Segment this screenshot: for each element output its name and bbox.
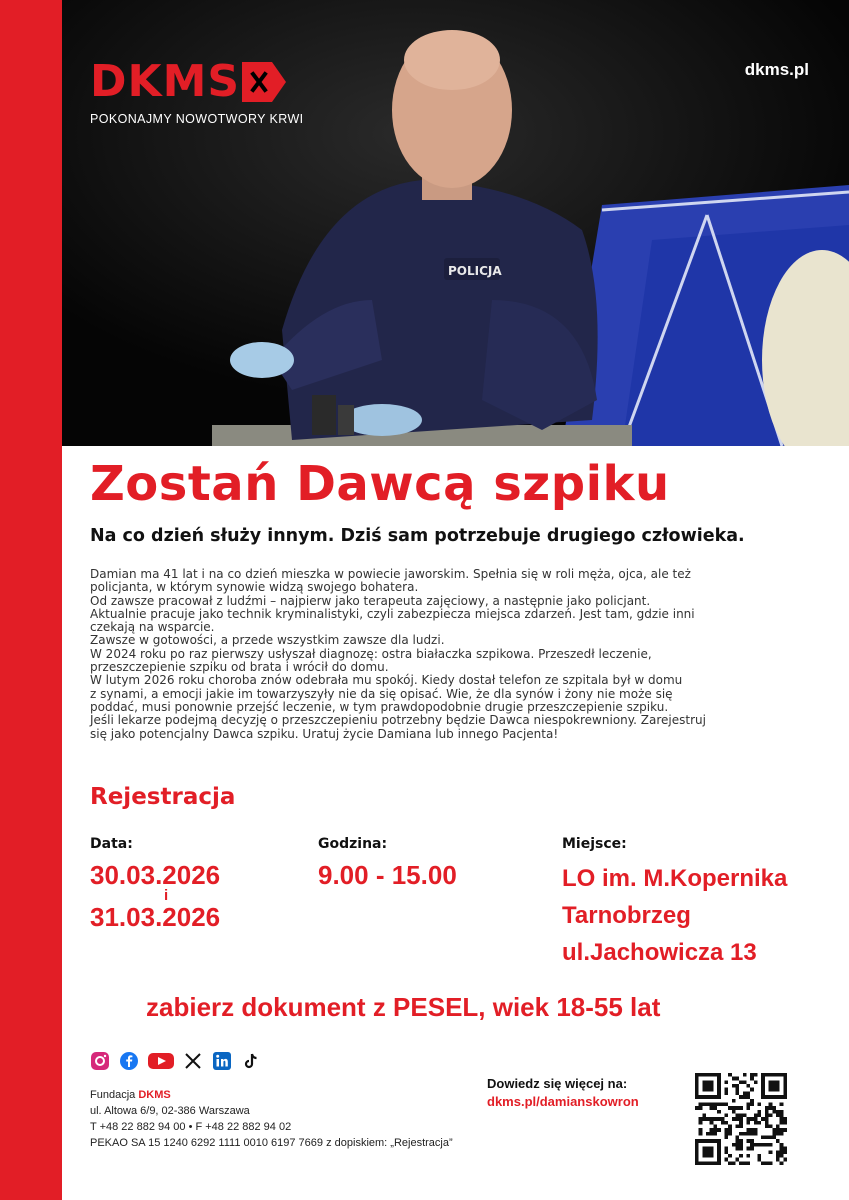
time-value: 9.00 - 15.00 bbox=[318, 860, 457, 890]
place-line: ul.Jachowicza 13 bbox=[562, 939, 757, 966]
footer-phones: T +48 22 882 94 00 • F +48 22 882 94 02 bbox=[90, 1121, 292, 1133]
story-line: czekają na wsparcie. bbox=[90, 620, 215, 635]
facebook-icon[interactable] bbox=[119, 1051, 139, 1071]
footer-address: ul. Altowa 6/9, 02-386 Warszawa bbox=[90, 1105, 250, 1117]
footer-org-prefix: Fundacja bbox=[90, 1089, 139, 1101]
story-line: Aktualnie pracuje jako technik kryminalistyki, czyli zabezpiecza miejsca zdarzeń. Jest tam, gdzie inni bbox=[90, 606, 695, 621]
place-column bbox=[562, 836, 787, 971]
story-line: przeszczepienie szpiku od brata i wrócił do domu. bbox=[90, 660, 389, 675]
document-note: zabierz dokument z PESEL, wiek 18-55 lat bbox=[146, 992, 661, 1022]
date-column bbox=[90, 836, 220, 932]
story-line: się jako potencjalny Dawca szpiku. Uratuj życie Damiana lub innego Pacjenta! bbox=[90, 726, 559, 741]
place-line: LO im. M.Kopernika bbox=[562, 865, 788, 892]
learn-more-link[interactable]: dkms.pl/damianskowron bbox=[487, 1094, 639, 1109]
logo-wordmark: DKMS bbox=[90, 56, 241, 107]
story-line: Damian ma 41 lat i na co dzień mieszka w powiecie jaworskim. Spełnia się w roli męża, ojca, ale też bbox=[90, 567, 691, 581]
linkedin-icon[interactable] bbox=[212, 1051, 232, 1071]
footer-contact bbox=[90, 1087, 453, 1151]
date-second: 31.03.2026 bbox=[90, 902, 221, 932]
story-line: W lutym 2026 roku choroba znów odebrała mu spokój. Kiedy dostał telefon ze szpitala był w domu bbox=[90, 673, 683, 688]
page-subtitle: Na co dzień służy innym. Dziś sam potrzebuje drugiego człowieka. bbox=[90, 526, 745, 546]
x-icon[interactable] bbox=[183, 1051, 203, 1071]
story-line: Zawsze w gotowości, a przede wszystkim zawsze dla ludzi. bbox=[90, 633, 445, 648]
story-line: W 2024 roku po raz pierwszy usłyszał diagnozę: ostra białaczka szpikowa. Przeszedł leczenie, bbox=[90, 646, 652, 661]
logo-tagline: POKONAJMY NOWOTWORY KRWI bbox=[90, 112, 304, 126]
dkms-logo bbox=[90, 58, 304, 126]
place-line: Tarnobrzeg bbox=[562, 902, 691, 929]
police-badge-text: POLICJA bbox=[448, 264, 502, 278]
qr-code-icon[interactable] bbox=[695, 1073, 787, 1165]
social-icons bbox=[90, 1051, 261, 1071]
story-line: policjanta, w którym synowie widzą swojego bohatera. bbox=[90, 580, 419, 595]
left-red-bar bbox=[0, 0, 62, 1200]
registration-heading: Rejestracja bbox=[90, 784, 236, 810]
page-title: Zostań Dawcą szpiku bbox=[90, 456, 670, 512]
hero-photo bbox=[62, 0, 849, 446]
story-text bbox=[90, 568, 780, 741]
footer-org-name: DKMS bbox=[138, 1089, 171, 1101]
story-line: z synami, a emocji jakie im towarzyszyły nie da się opisać. Wie, że dla synów i żony nie może się bbox=[90, 686, 673, 701]
instagram-icon[interactable] bbox=[90, 1051, 110, 1071]
date-first: 30.03.2026 bbox=[90, 860, 221, 890]
learn-more bbox=[487, 1075, 639, 1111]
time-label: Godzina: bbox=[318, 836, 388, 852]
youtube-icon[interactable] bbox=[148, 1051, 174, 1071]
story-line: Od zawsze pracował z ludźmi – najpierw jako terapeuta zajęciowy, a następnie jako policjant. bbox=[90, 593, 651, 608]
date-separator: i bbox=[164, 887, 169, 904]
footer-org bbox=[90, 1087, 453, 1103]
learn-more-label: Dowiedz się więcej na: bbox=[487, 1076, 628, 1091]
story-line: Jeśli lekarze podejmą decyzję o przeszczepieniu potrzebny będzie Dawca niespokrewniony. Zarejestruj bbox=[90, 713, 706, 728]
place-label: Miejsce: bbox=[562, 836, 627, 852]
logo-x-mark-icon bbox=[242, 62, 286, 102]
website-link[interactable]: dkms.pl bbox=[744, 60, 809, 79]
story-line: poddać, musi ponownie przejść leczenie, w tym prawdopodobnie drugie przeszczepienie szpiku. bbox=[90, 699, 669, 714]
date-label: Data: bbox=[90, 836, 133, 852]
time-column bbox=[318, 836, 457, 890]
footer-bank: PEKAO SA 15 1240 6292 1111 0010 6197 7669 z dopiskiem: „Rejestracja” bbox=[90, 1137, 453, 1149]
tiktok-icon[interactable] bbox=[241, 1051, 261, 1071]
